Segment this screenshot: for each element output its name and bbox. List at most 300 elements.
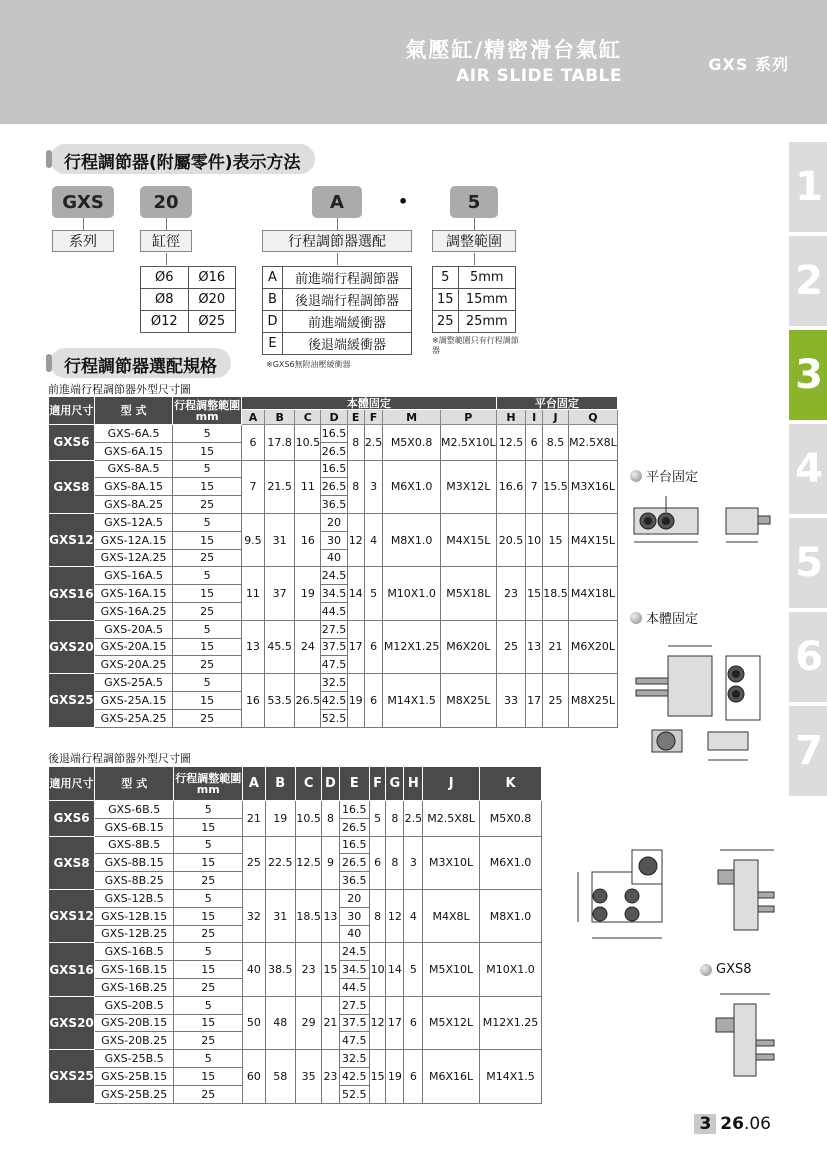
bore-cell: Ø20 — [188, 289, 236, 311]
table-cell: 7 — [241, 460, 264, 513]
table-row — [49, 567, 618, 585]
adjuster-desc: 前進端緩衝器 — [283, 311, 412, 333]
table-cell: 12.5 — [295, 836, 321, 889]
table-cell: 5 — [174, 1050, 243, 1068]
table-cell: 15 — [174, 1067, 243, 1085]
table-cell: 26.5 — [295, 674, 321, 727]
back-diagram-side — [700, 840, 780, 940]
table-cell: 25 — [174, 1085, 243, 1103]
table-cell: 19 — [265, 801, 295, 837]
col-B: B — [265, 767, 295, 801]
bullet-icon — [630, 470, 642, 482]
table-cell: M10X1.0 — [480, 943, 542, 996]
table-cell: 21.5 — [265, 460, 295, 513]
table-cell: M6X1.0 — [383, 460, 440, 513]
table-cell: 5 — [173, 620, 242, 638]
size-cell: GXS20 — [49, 620, 95, 673]
col-F: F — [369, 767, 385, 801]
table-cell: 23 — [295, 943, 321, 996]
table-cell: GXS-16A.15 — [94, 585, 173, 603]
table-cell: GXS-12B.5 — [95, 889, 174, 907]
table-cell: M8X1.0 — [480, 889, 542, 942]
col-M: M — [383, 410, 440, 425]
table-cell: 47.5 — [321, 656, 347, 674]
table-cell: 16.5 — [321, 425, 347, 443]
table-cell: 25 — [174, 925, 243, 943]
table-cell: 12 — [369, 996, 385, 1049]
table-row — [49, 836, 542, 854]
table-cell: 19 — [347, 674, 364, 727]
adjuster-code: B — [263, 289, 283, 311]
body-label-text: 本體固定 — [646, 612, 699, 627]
table-cell: 16 — [241, 674, 264, 727]
size-cell: GXS6 — [49, 801, 95, 837]
table-cell: 17 — [526, 674, 543, 727]
size-cell: GXS16 — [49, 943, 95, 996]
table-cell: GXS-16B.15 — [95, 961, 174, 979]
table-cell: 15 — [526, 567, 543, 620]
table-cell: 19 — [386, 1050, 404, 1103]
table-row — [49, 943, 542, 961]
code-dot: • — [398, 192, 409, 211]
table-row — [49, 801, 542, 819]
range-code: 25 — [433, 311, 459, 333]
col-range: 行程調整範圍mm — [174, 767, 243, 801]
chapter-tab-6[interactable]: 6 — [789, 612, 827, 702]
table-cell: M4X15L — [440, 513, 496, 566]
table-cell: 25 — [496, 620, 525, 673]
table-cell: 32 — [243, 889, 265, 942]
table-cell: 10 — [369, 943, 385, 996]
table-cell: 2.5 — [364, 425, 383, 461]
table-cell: 34.5 — [321, 585, 347, 603]
table-cell: GXS-8B.25 — [95, 872, 174, 890]
table-cell: GXS-20A.5 — [94, 620, 173, 638]
adjuster-code: E — [263, 333, 283, 355]
table-cell: 20 — [321, 513, 347, 531]
table-cell: GXS-12A.5 — [94, 513, 173, 531]
col-D: D — [321, 410, 347, 425]
table-cell: 15 — [173, 585, 242, 603]
table-row — [49, 674, 618, 692]
table-cell: 26.5 — [321, 478, 347, 496]
table-cell: 20.5 — [496, 513, 525, 566]
table-cell: 5 — [404, 943, 423, 996]
table-cell: 3 — [364, 460, 383, 513]
adjuster-desc: 後退端緩衝器 — [283, 333, 412, 355]
page-suffix: .06 — [743, 1114, 771, 1134]
col-model: 型 式 — [94, 397, 173, 425]
table-cell: GXS-16A.5 — [94, 567, 173, 585]
col-E: E — [339, 767, 369, 801]
table-cell: GXS-6A.15 — [94, 442, 173, 460]
range-table — [432, 266, 516, 333]
table-cell: 34.5 — [339, 961, 369, 979]
table-cell: GXS-6A.5 — [94, 425, 173, 443]
table-cell: 26.5 — [339, 854, 369, 872]
bore-cell: Ø12 — [141, 311, 189, 333]
table-cell: 40 — [243, 943, 265, 996]
table-cell: 11 — [295, 460, 321, 513]
adjuster-note: ※GXS6無附油壓緩衝器 — [266, 360, 351, 369]
table-cell: 14 — [347, 567, 364, 620]
size-cell: GXS25 — [49, 1050, 95, 1103]
table-cell: 29 — [295, 996, 321, 1049]
col-H: H — [496, 410, 525, 425]
col-D: D — [322, 767, 339, 801]
table-cell: 5 — [174, 889, 243, 907]
table-cell: 11 — [241, 567, 264, 620]
code-adjuster: A — [312, 186, 362, 218]
table-cell: 36.5 — [321, 496, 347, 514]
size-cell: GXS8 — [49, 836, 95, 889]
label-series: 系列 — [52, 230, 114, 252]
gxs8-diagram — [700, 984, 780, 1088]
table-cell: 12 — [347, 513, 364, 566]
table-row — [49, 425, 618, 443]
table-cell: 23 — [496, 567, 525, 620]
table-cell: 27.5 — [321, 620, 347, 638]
chapter-tabs — [789, 142, 827, 800]
table-cell: 14 — [386, 943, 404, 996]
table-cell: 26.5 — [339, 818, 369, 836]
table-cell: GXS-8A.25 — [94, 496, 173, 514]
adjuster-desc: 後退端行程調節器 — [283, 289, 412, 311]
table-cell: 40 — [339, 925, 369, 943]
table-cell: 25 — [174, 1032, 243, 1050]
table-cell: 38.5 — [265, 943, 295, 996]
table-cell: 8.5 — [543, 425, 569, 461]
table-cell: GXS-25B.5 — [95, 1050, 174, 1068]
table-cell: GXS-12A.25 — [94, 549, 173, 567]
connector-line — [337, 218, 338, 230]
table-cell: 25 — [173, 496, 242, 514]
table-cell: 6 — [364, 620, 383, 673]
bore-table — [140, 266, 236, 333]
range-desc: 15mm — [458, 289, 515, 311]
table-cell: 15 — [173, 691, 242, 709]
size-cell: GXS20 — [49, 996, 95, 1049]
table-cell: 16.5 — [339, 836, 369, 854]
table-cell: GXS-25A.15 — [94, 691, 173, 709]
table-cell: 6 — [526, 425, 543, 461]
table-cell: 25 — [174, 872, 243, 890]
table-cell: 21 — [243, 801, 265, 837]
adjuster-table — [262, 266, 412, 355]
col-model: 型 式 — [95, 767, 174, 801]
table-cell: 15 — [174, 854, 243, 872]
connector-line — [166, 218, 167, 230]
table-cell: M12X1.25 — [480, 996, 542, 1049]
table-cell: M4X8L — [423, 889, 480, 942]
table-cell: 8 — [347, 460, 364, 513]
table-cell: 10 — [526, 513, 543, 566]
back-caption: 後退端行程調節器外型尺寸圖 — [48, 752, 191, 765]
header-title-zh: 氣壓缸/精密滑台氣缸 — [405, 38, 622, 62]
table-cell: GXS-8B.15 — [95, 854, 174, 872]
table-cell: M12X1.25 — [383, 620, 440, 673]
col-range: 行程調整範圍mm — [174, 398, 241, 423]
col-C: C — [295, 767, 321, 801]
table-cell: GXS-25A.5 — [94, 674, 173, 692]
col-group-body: 本體固定 — [241, 397, 496, 410]
col-I: I — [526, 410, 543, 425]
back-spec-table — [48, 766, 542, 1104]
table-cell: 32.5 — [339, 1050, 369, 1068]
size-cell: GXS16 — [49, 567, 95, 620]
table-cell: M5X0.8 — [383, 425, 440, 461]
table-cell: GXS-8A.5 — [94, 460, 173, 478]
table-cell: 58 — [265, 1050, 295, 1103]
table-cell: 25 — [174, 978, 243, 996]
table-cell: 4 — [404, 889, 423, 942]
col-group-platform: 平台固定 — [496, 397, 617, 410]
table-cell: 53.5 — [265, 674, 295, 727]
size-cell: GXS8 — [49, 460, 95, 513]
table-cell: 9 — [322, 836, 339, 889]
table-cell: 15 — [174, 1014, 243, 1032]
table-cell: M8X25L — [568, 674, 617, 727]
table-cell: GXS-8A.15 — [94, 478, 173, 496]
table-cell: 7 — [526, 460, 543, 513]
size-cell: GXS6 — [49, 425, 95, 461]
table-cell: 5 — [174, 801, 243, 819]
chapter-tab-2[interactable]: 2 — [789, 236, 827, 326]
table-cell: 31 — [265, 889, 295, 942]
table-cell: 15 — [174, 961, 243, 979]
range-note: ※調整範圍只有行程調節器 — [432, 336, 519, 355]
table-cell: M5X12L — [423, 996, 480, 1049]
table-cell: 26.5 — [321, 442, 347, 460]
table-cell: 15.5 — [543, 460, 569, 513]
connector-line — [83, 218, 84, 230]
chapter-tab-3[interactable]: 3 — [789, 330, 827, 420]
col-F: F — [364, 410, 383, 425]
platform-label — [630, 466, 698, 485]
table-cell: M6X16L — [423, 1050, 480, 1103]
table-cell: 2.5 — [404, 801, 423, 837]
table-cell: 8 — [347, 425, 364, 461]
bore-cell: Ø8 — [141, 289, 189, 311]
table-cell: 52.5 — [321, 709, 347, 727]
col-size: 適用尺寸 — [49, 397, 95, 425]
table-cell: GXS-6B.5 — [95, 801, 174, 819]
table-cell: GXS-25B.15 — [95, 1067, 174, 1085]
table-cell: 36.5 — [339, 872, 369, 890]
header-series: GXS 系列 — [708, 55, 789, 74]
col-H: H — [404, 767, 423, 801]
table-cell: 15 — [322, 943, 339, 996]
chapter-tab-1[interactable]: 1 — [789, 142, 827, 232]
table-cell: 8 — [369, 889, 385, 942]
table-cell: 32.5 — [321, 674, 347, 692]
table-cell: 6 — [404, 1050, 423, 1103]
table-cell: 47.5 — [339, 1032, 369, 1050]
table-cell: 16 — [295, 513, 321, 566]
table-row — [49, 460, 618, 478]
table-cell: 5 — [173, 425, 242, 443]
table-cell: M5X10L — [423, 943, 480, 996]
table-cell: GXS-12B.15 — [95, 907, 174, 925]
range-desc: 5mm — [458, 267, 515, 289]
col-P: P — [440, 410, 496, 425]
table-cell: 15 — [173, 638, 242, 656]
page-header — [0, 0, 827, 124]
table-cell: 15 — [369, 1050, 385, 1103]
table-cell: M5X18L — [440, 567, 496, 620]
table-cell: 16.6 — [496, 460, 525, 513]
table-row — [49, 1050, 542, 1068]
code-bore: 20 — [140, 186, 192, 218]
table-cell: M10X1.0 — [383, 567, 440, 620]
table-cell: 25 — [543, 674, 569, 727]
table-cell: 5 — [174, 836, 243, 854]
col-size: 適用尺寸 — [49, 767, 95, 801]
adjuster-desc: 前進端行程調節器 — [283, 267, 412, 289]
table-cell: 37 — [265, 567, 295, 620]
table-cell: GXS-20B.15 — [95, 1014, 174, 1032]
platform-diagram — [626, 484, 776, 554]
bore-cell: Ø25 — [188, 311, 236, 333]
page-num: 26 — [720, 1114, 744, 1134]
table-cell: GXS-16A.25 — [94, 602, 173, 620]
body-diagram — [628, 634, 778, 774]
table-cell: 6 — [404, 996, 423, 1049]
ordering-title: 行程調節器(附屬零件)表示方法 — [50, 144, 315, 174]
table-cell: 6 — [369, 836, 385, 889]
table-cell: GXS-20B.25 — [95, 1032, 174, 1050]
table-cell: 25 — [173, 549, 242, 567]
table-cell: 5 — [173, 460, 242, 478]
table-cell: 3 — [404, 836, 423, 889]
size-cell: GXS12 — [49, 513, 95, 566]
table-cell: 21 — [543, 620, 569, 673]
table-cell: 22.5 — [265, 836, 295, 889]
table-cell: 24.5 — [339, 943, 369, 961]
table-cell: 6 — [364, 674, 383, 727]
table-cell: 12 — [386, 889, 404, 942]
front-table-body — [49, 425, 618, 728]
table-cell: 60 — [243, 1050, 265, 1103]
table-cell: 15 — [173, 531, 242, 549]
size-cell: GXS25 — [49, 674, 95, 727]
table-row — [49, 996, 542, 1014]
connector-line — [166, 253, 167, 265]
bullet-icon — [630, 612, 642, 624]
table-cell: 45.5 — [265, 620, 295, 673]
table-cell: GXS-20A.25 — [94, 656, 173, 674]
table-cell: GXS-12A.15 — [94, 531, 173, 549]
table-cell: GXS-20A.15 — [94, 638, 173, 656]
table-cell: 4 — [364, 513, 383, 566]
adjuster-code: D — [263, 311, 283, 333]
col-J: J — [423, 767, 480, 801]
table-cell: 20 — [339, 889, 369, 907]
table-cell: 5 — [174, 996, 243, 1014]
gxs8-label — [700, 962, 752, 977]
table-cell: M5X0.8 — [480, 801, 542, 837]
table-cell: 35 — [295, 1050, 321, 1103]
table-cell: M3X10L — [423, 836, 480, 889]
col-A: A — [243, 767, 265, 801]
gxs8-label-text: GXS8 — [716, 962, 752, 977]
chapter-tab-5[interactable]: 5 — [789, 518, 827, 608]
table-cell: 31 — [265, 513, 295, 566]
table-cell: 5 — [174, 943, 243, 961]
table-cell: 21 — [322, 996, 339, 1049]
table-cell: M3X12L — [440, 460, 496, 513]
table-cell: 5 — [173, 567, 242, 585]
table-cell: 17 — [347, 620, 364, 673]
table-cell: GXS-16B.25 — [95, 978, 174, 996]
code-series: GXS — [52, 186, 114, 218]
table-cell: M4X15L — [568, 513, 617, 566]
table-cell: 15 — [174, 818, 243, 836]
table-cell: 16.5 — [321, 460, 347, 478]
table-cell: 24 — [295, 620, 321, 673]
table-cell: 19 — [295, 567, 321, 620]
body-label — [630, 608, 698, 627]
table-cell: 15 — [174, 907, 243, 925]
connector-line — [474, 218, 475, 230]
page-chapter: 3 — [694, 1114, 716, 1134]
back-table-body — [49, 801, 542, 1104]
table-cell: 13 — [526, 620, 543, 673]
col-G: G — [386, 767, 404, 801]
connector-line — [474, 253, 475, 265]
table-cell: 40 — [321, 549, 347, 567]
table-cell: 37.5 — [321, 638, 347, 656]
table-cell: 17 — [386, 996, 404, 1049]
connector-line — [337, 253, 338, 265]
table-cell: GXS-16B.5 — [95, 943, 174, 961]
table-cell: 5 — [173, 513, 242, 531]
col-Q: Q — [568, 410, 617, 425]
col-J: J — [543, 410, 569, 425]
bore-cell: Ø6 — [141, 267, 189, 289]
table-cell: GXS-8B.5 — [95, 836, 174, 854]
page-number — [694, 1114, 771, 1134]
table-cell: M14X1.5 — [383, 674, 440, 727]
table-cell: M2.5X8L — [423, 801, 480, 837]
table-cell: 8 — [386, 801, 404, 837]
header-title-en: AIR SLIDE TABLE — [456, 66, 622, 86]
table-cell: M4X18L — [568, 567, 617, 620]
table-cell: 5 — [364, 567, 383, 620]
bullet-icon — [700, 964, 712, 976]
col-C: C — [295, 410, 321, 425]
table-cell: 33 — [496, 674, 525, 727]
table-cell: 15 — [173, 478, 242, 496]
table-cell: 5 — [173, 674, 242, 692]
table-cell: M6X20L — [440, 620, 496, 673]
table-cell: M2.5X10L — [440, 425, 496, 461]
table-cell: 10.5 — [295, 425, 321, 461]
chapter-tab-7[interactable]: 7 — [789, 706, 827, 796]
table-cell: M6X1.0 — [480, 836, 542, 889]
chapter-tab-4[interactable]: 4 — [789, 424, 827, 514]
table-cell: 5 — [369, 801, 385, 837]
table-cell: 6 — [241, 425, 264, 461]
table-cell: M8X25L — [440, 674, 496, 727]
col-K: K — [480, 767, 542, 801]
adjuster-code: A — [263, 267, 283, 289]
front-caption: 前進端行程調節器外型尺寸圖 — [48, 383, 191, 396]
col-B: B — [265, 410, 295, 425]
table-cell: 15 — [173, 442, 242, 460]
table-row — [49, 513, 618, 531]
col-E: E — [347, 410, 364, 425]
